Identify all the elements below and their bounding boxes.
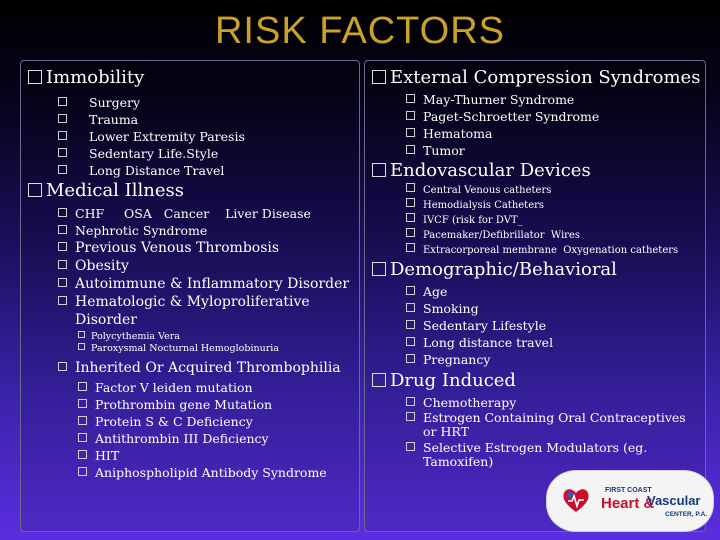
list-item: IVCF (risk for DVT_ [406,213,678,228]
bullet-box-icon [78,382,87,391]
heart-logo-icon [561,485,591,515]
list-item: Antithrombin III Deficiency [78,430,354,447]
heading-endovascular-devices: Endovascular Devices [372,160,591,182]
bullet-box-icon [78,416,87,425]
list-item: Autoimmune & Inflammatory Disorder [58,275,354,293]
immobility-list [58,94,245,179]
list-item: Aniphospholipid Antibody Syndrome [78,464,354,481]
bullet-box-icon [78,467,87,476]
bullet-box-icon [406,198,415,207]
bullet-box-icon [58,208,67,217]
list-item: Tumor [406,142,599,159]
bullet-box-icon [58,260,67,269]
bullet-box-icon [58,296,67,305]
heading-medical-illness: Medical Illness [28,180,184,202]
bullet-box-icon [78,343,85,350]
bullet-box-icon [406,442,415,451]
list-item: Sedentary Lifestyle [406,317,553,334]
heading-drug-induced: Drug Induced [372,370,516,392]
list-item: Long distance travel [406,334,553,351]
checkbox-glyph-icon [372,70,386,84]
hematologic-sublist [58,331,354,355]
demographic-list [406,283,553,368]
checkbox-glyph-icon [28,70,42,84]
list-item: Factor V leiden mutation [78,379,354,396]
logo-line-4: CENTER, P.A. [665,511,708,518]
bullet-box-icon [58,131,67,140]
list-item: Inherited Or Acquired Thrombophilia [58,359,354,377]
bullet-box-icon [406,397,415,406]
slide-title: RISK FACTORS [214,10,506,52]
bullet-box-icon [406,286,415,295]
bullet-box-icon [406,94,415,103]
logo-line-3: Vascular [647,493,701,508]
bullet-box-icon [78,450,87,459]
list-item: Extracorporeal membrane Oxygenation catheters [406,243,678,258]
list-item: Previous Venous Thrombosis [58,239,354,257]
bullet-box-icon [58,148,67,157]
checkbox-glyph-icon [28,183,42,197]
list-item: Hematologic & Myloproliferative Disorder [58,293,345,329]
heading-immobility: Immobility [28,67,144,89]
list-item: Polycythemia Vera [78,331,354,343]
bullet-box-icon [406,111,415,120]
bullet-box-icon [78,331,85,338]
heading-external-compression: External Compression Syndromes [372,67,700,89]
list-item: Selective Estrogen Modulators (eg. Tamoxifen) [406,441,663,469]
list-item: Estrogen Containing Oral Contraceptives or HRT [406,411,696,439]
list-item: Hematoma [406,125,599,142]
bullet-box-icon [58,225,67,234]
bullet-box-icon [58,114,67,123]
list-item: Surgery [58,94,245,111]
list-item: Hemodialysis Catheters [406,198,678,213]
list-item: Smoking [406,300,553,317]
heading-demographic-behavioral: Demographic/Behavioral [372,259,617,281]
list-item: Chemotherapy [406,394,696,411]
bullet-box-icon [58,165,67,174]
list-item: Trauma [58,111,245,128]
logo-line-2: Heart & [601,495,655,512]
list-item: Sedentary Life.Style [58,145,245,162]
endovascular-list [406,183,678,258]
bullet-box-icon [58,362,67,371]
bullet-box-icon [406,303,415,312]
bullet-box-icon [406,128,415,137]
list-item: May-Thurner Syndrome [406,91,599,108]
list-item: Pacemaker/Defibrillator Wires [406,228,678,243]
list-item: Paget-Schroetter Syndrome [406,108,599,125]
list-item: Lower Extremity Paresis [58,128,245,145]
first-coast-logo [546,470,714,532]
drug-list [406,394,696,469]
logo-line-1: FIRST COAST [605,487,652,494]
checkbox-glyph-icon [372,262,386,276]
list-item: Nephrotic Syndrome [58,222,354,239]
list-item: Protein S & C Deficiency [78,413,354,430]
compression-list [406,91,599,159]
bullet-box-icon [406,228,415,237]
bullet-box-icon [406,337,415,346]
medical-list [58,205,354,481]
bullet-box-icon [406,320,415,329]
bullet-box-icon [58,278,67,287]
thrombophilia-sublist [58,379,354,481]
list-item: Pregnancy [406,351,553,368]
bullet-box-icon [78,399,87,408]
bullet-box-icon [406,354,415,363]
bullet-box-icon [406,145,415,154]
list-item: Paroxysmal Nocturnal Hemoglobinuria [78,343,354,355]
list-item: CHF OSA Cancer Liver Disease [58,205,354,222]
bullet-box-icon [58,242,67,251]
bullet-box-icon [58,97,67,106]
bullet-box-icon [406,243,415,252]
bullet-box-icon [406,412,415,421]
checkbox-glyph-icon [372,373,386,387]
list-item: Prothrombin gene Mutation [78,396,354,413]
bullet-box-icon [406,213,415,222]
list-item: Long Distance Travel [58,162,245,179]
bullet-box-icon [78,433,87,442]
bullet-box-icon [406,183,415,192]
list-item: Age [406,283,553,300]
list-item: Obesity [58,257,354,275]
list-item: HIT [78,447,354,464]
list-item: Central Venous catheters [406,183,678,198]
checkbox-glyph-icon [372,163,386,177]
